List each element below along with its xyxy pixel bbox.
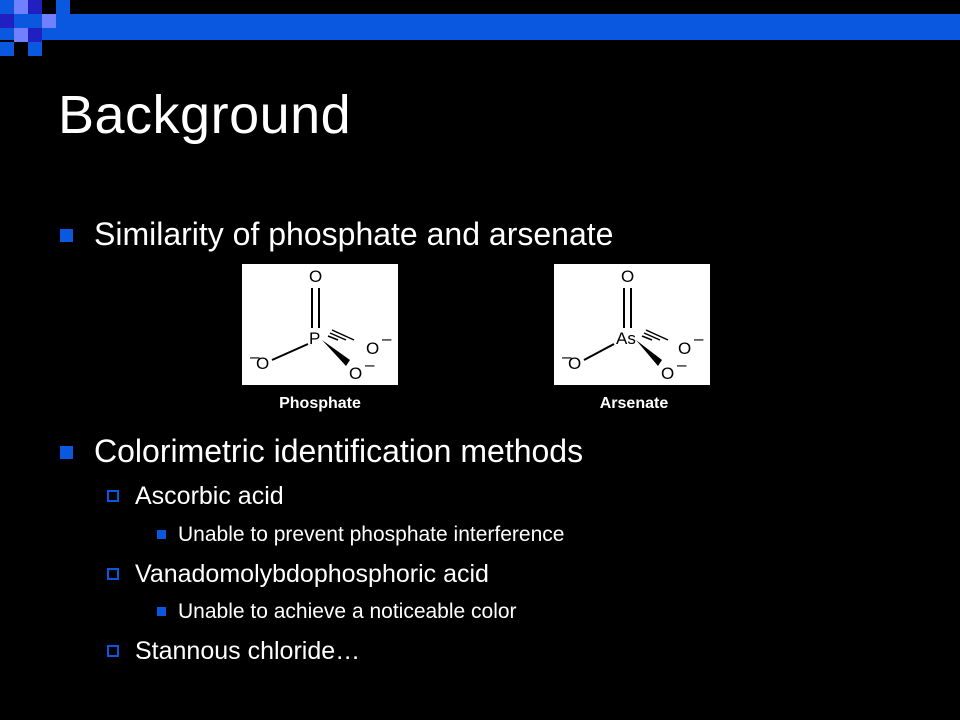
sub-bullet-marker	[107, 645, 119, 657]
bottom-oxygen: O	[349, 364, 363, 383]
bullet-marker	[60, 446, 73, 459]
arsenate-caption: Arsenate	[599, 395, 669, 412]
bullet-similarity: Similarity of phosphate and arsenate	[94, 216, 614, 252]
left-oxygen: O	[256, 354, 270, 373]
detail-bullet-marker	[157, 607, 166, 616]
slide-title: Background	[58, 85, 352, 145]
top-accent-bar	[0, 14, 960, 40]
sub-bullet-marker	[107, 568, 119, 580]
detail-ascorbic: Unable to prevent phosphate interference	[178, 523, 565, 546]
center-atom: As	[616, 329, 636, 348]
sub-bullet-ascorbic: Ascorbic acid	[135, 482, 284, 510]
arsenate-structure-diagram	[554, 264, 710, 385]
right-minus: –	[694, 329, 704, 348]
top-oxygen: O	[621, 267, 635, 286]
right-minus: –	[382, 329, 392, 348]
phosphate-structure-image	[242, 264, 398, 385]
center-atom: P	[309, 329, 321, 348]
detail-bullet-marker	[157, 530, 166, 539]
phosphate-caption: Phosphate	[279, 395, 361, 412]
left-minus: –	[250, 347, 260, 366]
top-oxygen: O	[309, 267, 323, 286]
phosphate-structure-diagram	[242, 264, 398, 385]
sub-bullet-vanadomolybdophosphoric: Vanadomolybdophosphoric acid	[135, 560, 489, 588]
bullet-marker	[60, 229, 73, 242]
arsenate-structure-image	[554, 264, 710, 385]
bottom-minus: –	[677, 355, 687, 374]
bottom-minus: –	[365, 355, 375, 374]
right-oxygen: O	[678, 339, 692, 358]
sub-bullet-marker	[107, 490, 119, 502]
left-minus: –	[562, 347, 572, 366]
detail-vanadomolybdophosphoric: Unable to achieve a noticeable color	[178, 600, 517, 623]
right-oxygen: O	[366, 339, 380, 358]
bottom-oxygen: O	[661, 364, 675, 383]
left-oxygen: O	[568, 354, 582, 373]
bullet-colorimetric: Colorimetric identification methods	[94, 433, 584, 469]
sub-bullet-stannous: Stannous chloride…	[135, 637, 361, 665]
